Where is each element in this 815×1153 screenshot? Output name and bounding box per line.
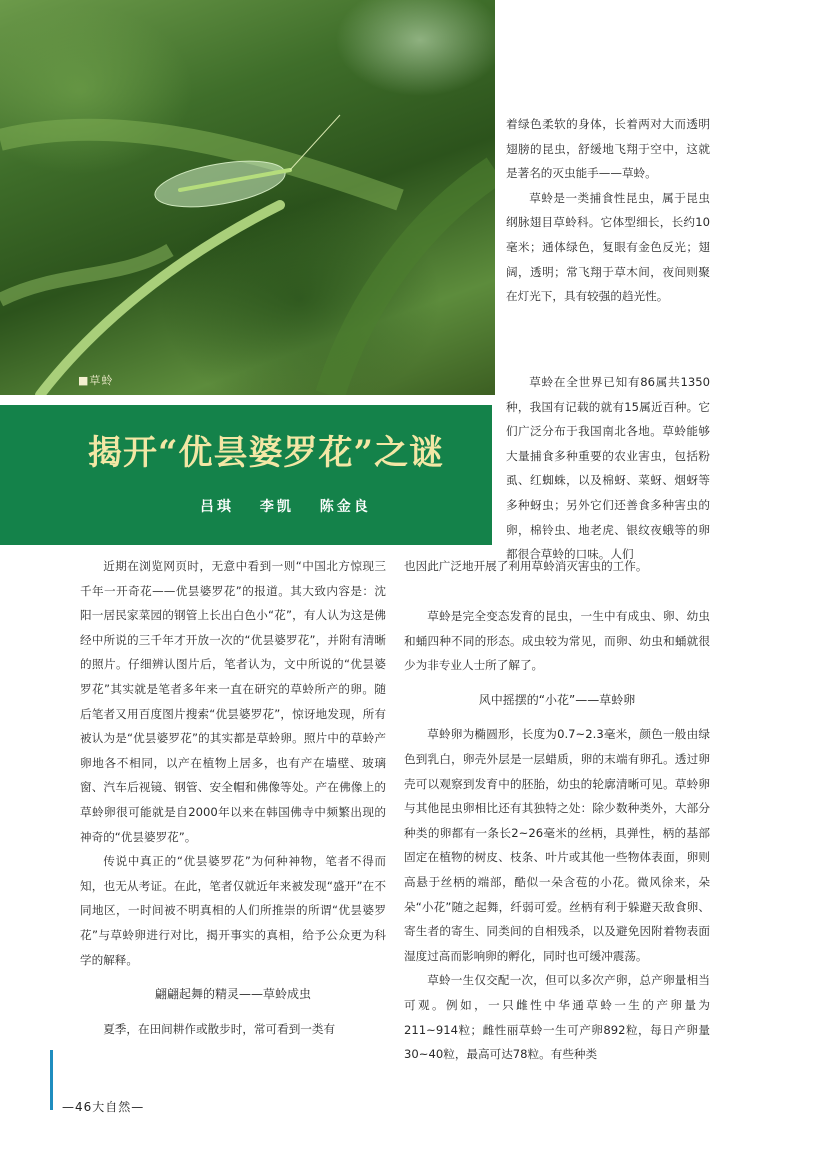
article-authors [200, 496, 389, 516]
blurred-leaf-right [330, 170, 495, 395]
photo-illustration [0, 0, 495, 395]
author-name: 陈金良 [319, 499, 371, 515]
lacewing-photo [0, 0, 495, 395]
right-column [404, 604, 710, 1067]
paragraph: 传说中真正的“优昙婆罗花”为何种神物，笔者不得而知，也无从考证。在此，笔者仅就近年来被发现“盛开”在不同地区，一时间被不明真相的人们所推崇的所谓“优昙婆罗花”与草蛉卵进行对比，揭开事实的真相，给予公众更为科学的解释。 [80, 854, 386, 967]
paragraph: 近期在浏览网页时，无意中看到一则“中国北方惊现三千年一开奇花——优昙婆罗花”的报道。其大致内容是：沈阳一居民家菜园的钢管上长出白色小“花”，有人认为这是佛经中所说的三千年才开放一次的“优昙婆罗花”，并附有清晰的照片。仔细辨认图片后，笔者认为，文中所说的“优昙婆罗花”其实就是笔者多年来一直在研究的草蛉所产的卵。随后笔者又用百度图片搜索“优昙婆罗花”，惊讶地发现，所有被认为是“优昙婆罗花”的其实都是草蛉卵。照片中的草蛉产卵地各不相同，以产在植物上居多，也有产在墙壁、玻璃窗、汽车后视镜、钢管、安全帽和佛像等处。产在佛像上的草蛉卵很可能就是自2000年以来在韩国佛寺中频繁出现的神奇的“优昙婆罗花”。 [80, 559, 386, 844]
paragraph: 夏季，在田间耕作或散步时，常可看到一类有 [103, 1021, 336, 1036]
article-title: 揭开“优昙婆罗花”之谜 [88, 433, 445, 473]
photo-caption: ■草蛉 [78, 374, 114, 387]
grass-blade [40, 205, 280, 395]
right-top-column [506, 112, 710, 309]
paragraph: 草蛉卵为椭圆形，长度为0.7~2.3毫米，颜色一般由绿色到乳白，卵壳外层是一层蜡质，卵的末端有卵孔。透过卵壳可以观察到发育中的胚胎，幼虫的轮廓清晰可见。草蛉卵与其他昆虫卵相比还有其独特之处：除少数种类外，大部分种类的卵都有一条长2~26毫米的丝柄，具弹性，柄的基部固定在植物的树皮、枝条、叶片或其他一些物体表面，卵则高悬于丝柄的端部，酷似一朵含苞的小花。微风徐来，朵朵“小花”随之起舞，纤弱可爱。丝柄有利于躲避天敌食卵、寄生者的寄生、同类间的自相残杀，以及避免因附着物表面湿度过高而影响卵的孵化，同时也可缓冲震荡。 [404, 727, 710, 963]
right-middle-column [506, 370, 710, 567]
paragraph: 也因此广泛地开展了利用草蛉消灭害虫的工作。 [404, 559, 648, 573]
paragraph: 草蛉在全世界已知有86属共1350种，我国有记载的就有15属近百种。它们广泛分布于我国南北各地。草蛉能够大量捕食多种重要的农业害虫，包括粉虱、红蜘蛛，以及棉蚜、菜蚜、烟蚜等多种蚜虫；另外它们还善食多种害虫的卵，棉铃虫、地老虎、银纹夜蛾等的卵都很合草蛉的口味。人们 [506, 375, 710, 562]
author-name: 吕琪 [200, 499, 234, 515]
paragraph: 着绿色柔软的身体，长着两对大而透明翅膀的昆虫，舒缓地飞翔于空中，这就是著名的灭虫能手——草蛉。 [506, 117, 710, 181]
left-column [80, 554, 386, 1041]
footer-accent-bar [50, 1050, 53, 1110]
paragraph: 草蛉一生仅交配一次，但可以多次产卵，总产卵量相当可观。例如，一只雌性中华通草蛉一生的产卵量为211~914粒；雌性丽草蛉一生可产卵892粒，每日产卵量30~40粒，最高可达78粒。有些种类 [404, 973, 710, 1062]
paragraph: 草蛉是一类捕食性昆虫，属于昆虫纲脉翅目草蛉科。它体型细长，长约10毫米；通体绿色，复眼有金色反光；翅阔，透明；常飞翔于草木间，夜间则聚在灯光下，具有较强的趋光性。 [506, 190, 710, 304]
section-subheading: 风中摇摆的“小花”——草蛉卵 [478, 692, 636, 707]
paragraph: 草蛉是完全变态发育的昆虫，一生中有成虫、卵、幼虫和蛹四种不同的形态。成虫较为常见，而卵、幼虫和蛹就很少为非专业人士所了解了。 [404, 609, 710, 673]
section-subheading: 翩翩起舞的精灵——草蛉成虫 [154, 987, 311, 1002]
author-name: 李凯 [259, 499, 294, 515]
bridge-line [404, 554, 710, 579]
page-footer: —46大自然— [62, 1100, 145, 1114]
